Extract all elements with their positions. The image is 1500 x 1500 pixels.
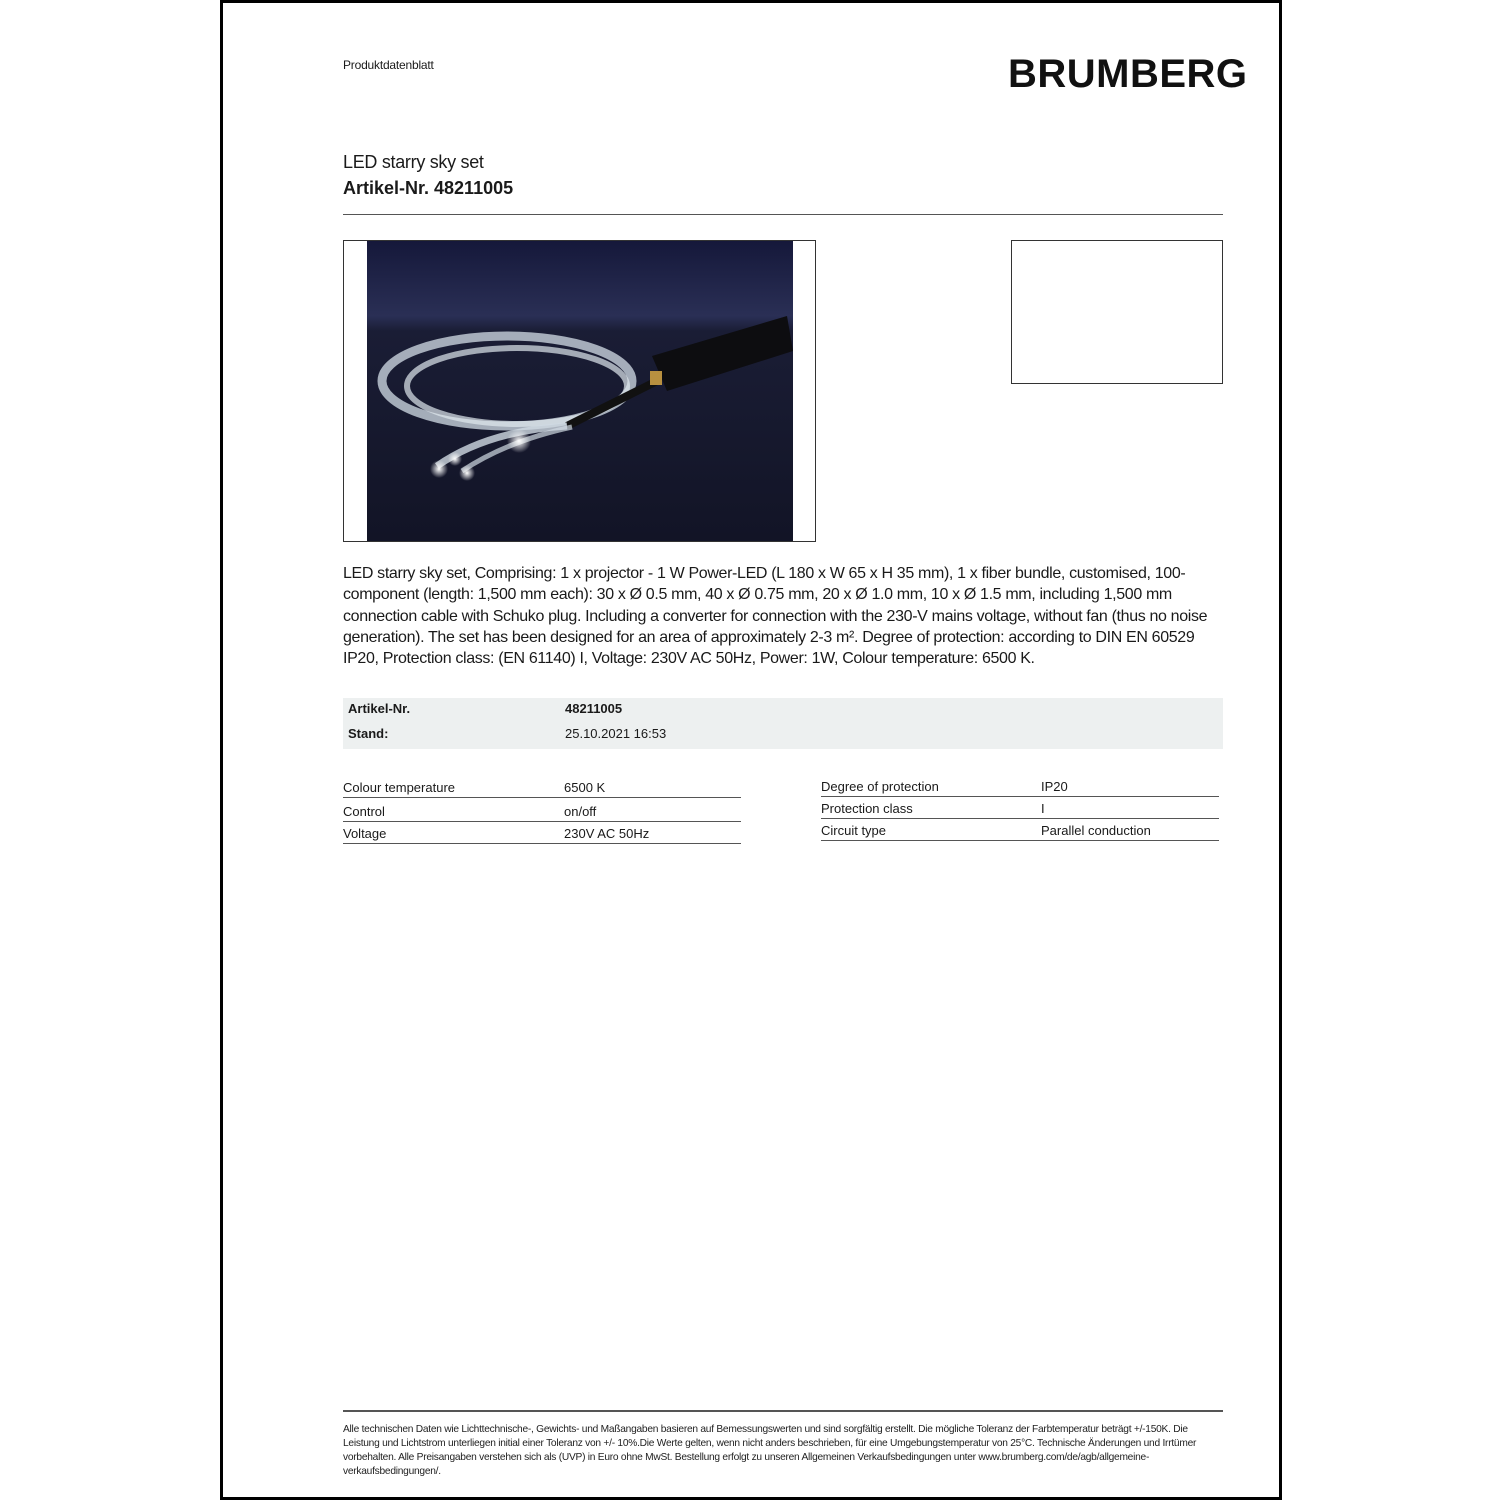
divider <box>343 214 1223 215</box>
spec-row <box>343 800 741 822</box>
spec-row <box>343 776 741 798</box>
spec-label: Protection class <box>821 801 913 816</box>
article-label: Artikel-Nr. <box>348 701 411 716</box>
article-value: 48211005 <box>565 701 623 716</box>
article-heading: Artikel-Nr. 48211005 <box>343 178 514 198</box>
spec-label: Degree of protection <box>821 779 939 794</box>
doc-type: Produktdatenblatt <box>343 58 434 72</box>
product-title: LED starry sky set <box>343 152 484 172</box>
spec-value: Parallel conduction <box>1041 823 1151 838</box>
spec-row <box>821 775 1219 797</box>
spec-label: Circuit type <box>821 823 887 838</box>
stand-label: Stand: <box>348 726 389 741</box>
footer-divider <box>343 1410 1223 1412</box>
image-placeholder <box>1011 240 1223 384</box>
spec-label: Voltage <box>343 826 387 841</box>
spec-value: on/off <box>564 804 597 819</box>
spec-value: I <box>1041 801 1045 816</box>
spec-row <box>821 797 1219 819</box>
spec-value: 6500 K <box>564 780 606 795</box>
page-frame <box>220 0 1282 1500</box>
article-info-table <box>343 698 1223 749</box>
product-photo <box>343 240 816 542</box>
spec-row <box>821 819 1219 841</box>
footer-disclaimer: Alle technischen Daten wie Lichttechnische-, Gewichts- und Maßangaben basieren auf Bemessungswerten und sind sorgfältig erstellt. Die mögliche Toleranz der Farbtemperatur beträgt +/-150K. Die Leistung und Lichtstrom unterliegen initial einer Toleranz von +/- 10%.Die Werte gelten, wenn nicht anders beschrieben, für eine Umgebungstemperatur von 25°C. Technische Änderungen und Irrtümer vorbehalten. Alle Preisangaben verstehen sich als (UVP) in Euro ohne MwSt. Bestellung erfolgt zu unseren Allgemeinen Verkaufsbedingungen unter www.brumberg.com/de/agb/allgemeine-verkaufsbedingungen/. <box>343 1424 1197 1477</box>
spec-label: Colour temperature <box>343 780 455 795</box>
fiber-optic-image <box>367 241 793 541</box>
spec-label: Control <box>343 804 385 819</box>
product-description: LED starry sky set, Comprising: 1 x projector - 1 W Power-LED (L 180 x W 65 x H 35 mm), 1 x fiber bundle, customised, 100-component (length: 1,500 mm each): 30 x Ø 0.5 mm, 40 x Ø 0.75 mm, 20 x Ø 1.0 mm, 10 x Ø 1.5 mm, including 1,500 mm connection cable with Schuko plug. Including a converter for connection with the 230-V mains voltage, without fan (thus no noise generation). The set has been designed for an area of approximately 2-3 m². Degree of protection: according to DIN EN 60529 IP20, Protection class: (EN 61140) I, Voltage: 230V AC 50Hz, Power: 1W, Colour temperature: 6500 K. <box>343 565 1208 668</box>
brand-logo: BRUMBERG <box>1008 52 1248 96</box>
spec-row <box>343 822 741 844</box>
spec-value: 230V AC 50Hz <box>564 826 650 841</box>
stand-value: 25.10.2021 16:53 <box>565 726 667 741</box>
spec-value: IP20 <box>1041 779 1068 794</box>
